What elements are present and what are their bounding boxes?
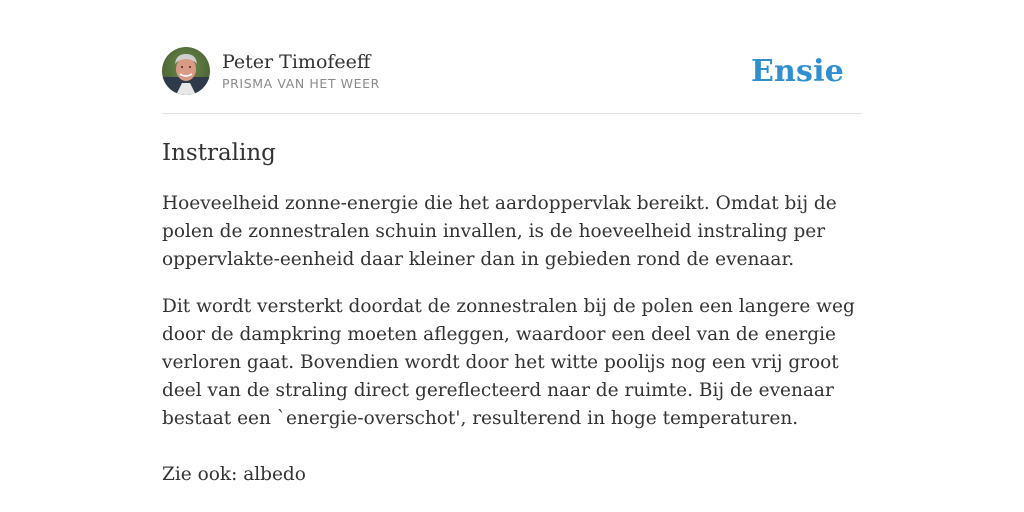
avatar[interactable] xyxy=(162,47,210,95)
author-text xyxy=(222,51,380,91)
author-block[interactable] xyxy=(162,47,380,95)
definition-paragraph-2: Dit wordt versterkt doordat de zonnestralen bij de polen een langere weg door de dampkring moeten afleggen, waardoor een deel van de energie verloren gaat. Bovendien wordt door het witte poolijs nog een vrij groot deel van de straling direct gereflecteerd naar de ruimte. Bij de evenaar bestaat een `energie-overschot', resulterend in hoge temperaturen. xyxy=(162,296,855,429)
page-title: Instraling xyxy=(162,140,276,166)
brand-logo[interactable]: Ensie xyxy=(750,53,844,89)
definition-card xyxy=(162,46,862,489)
author-name[interactable]: Peter Timofeeff xyxy=(222,51,371,73)
author-source[interactable]: PRISMA VAN HET WEER xyxy=(222,76,380,91)
definition-paragraph-1: Hoeveelheid zonne-energie die het aardoppervlak bereikt. Omdat bij de polen de zonnestralen schuin invallen, is de hoeveelheid instraling per oppervlakte-eenheid daar kleiner dan in gebieden rond de evenaar. xyxy=(162,193,837,270)
see-also-text: Zie ook: albedo xyxy=(162,464,306,485)
avatar-portrait-icon xyxy=(162,47,210,95)
card-header xyxy=(162,46,862,114)
